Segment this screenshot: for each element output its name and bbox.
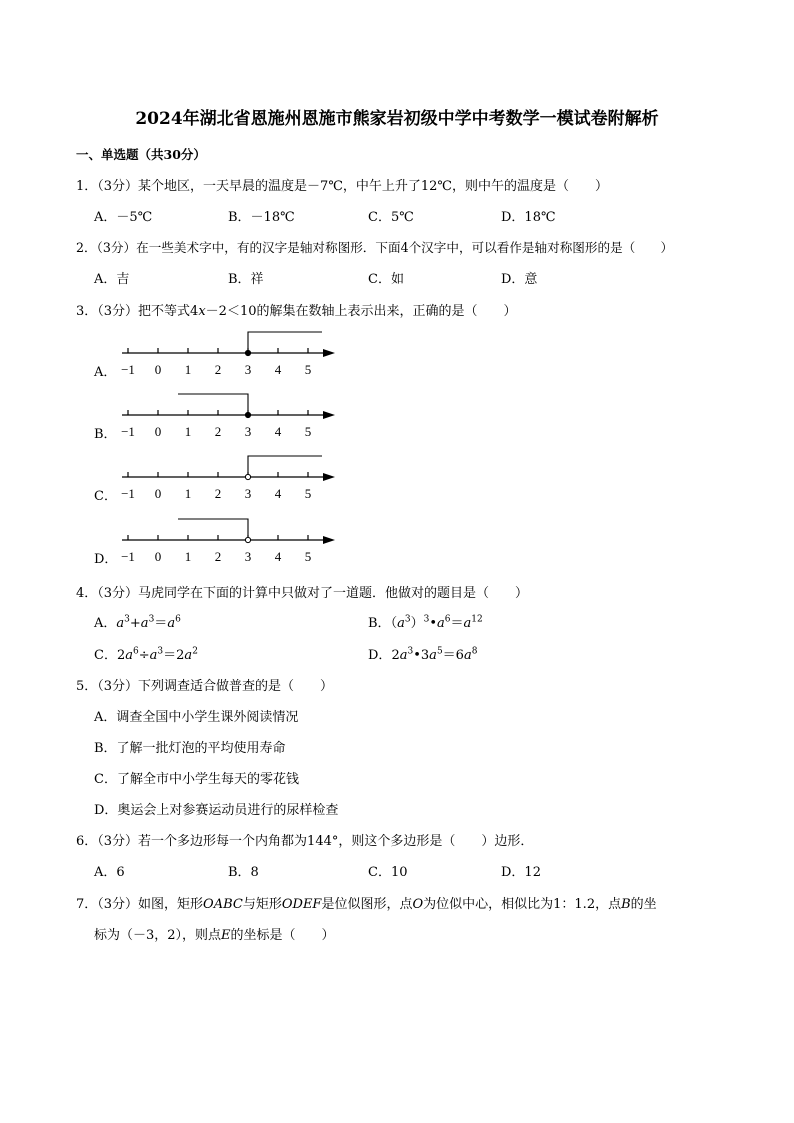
question-3-stem: [76, 300, 517, 319]
q2-option-b: B．祥: [228, 272, 264, 287]
q7-text-1: 7．（3分）如图，矩形: [76, 897, 204, 912]
tick-label: 2: [214, 362, 222, 377]
q7-text-2: 与矩形: [242, 897, 282, 912]
tick-label: −1: [121, 549, 135, 564]
endpoint-solid: [245, 412, 250, 417]
q4-option-d-label: D．: [368, 648, 392, 663]
tick-label: 2: [214, 486, 222, 501]
q2-option-c: C．如: [368, 272, 404, 287]
solution-ray: [248, 332, 322, 353]
tick-label: 3: [244, 362, 252, 377]
q6-option-d: D．12: [501, 865, 541, 880]
q3-number-line-d: [110, 515, 340, 567]
tick-label: −1: [121, 362, 135, 377]
section-heading: 一、单选题（共30分）: [76, 147, 206, 162]
q1-option-c: C．5℃: [368, 210, 414, 225]
tick-label: 4: [274, 549, 282, 564]
tick-label: 0: [154, 549, 162, 564]
tick-label: −1: [121, 486, 135, 501]
page-title: 2024年湖北省恩施州恩施市熊家岩初级中学中考数学一模试卷附解析: [135, 109, 659, 129]
q7-point-o: O: [412, 897, 424, 912]
q4-option-a-label: A．: [94, 616, 117, 631]
axis-arrow: [323, 411, 335, 419]
tick-label: 5: [304, 362, 312, 377]
q4-option-c-label: C．: [94, 648, 117, 663]
q7-text-6: 标为（－3，2），则点: [94, 928, 222, 943]
tick-label: 4: [274, 486, 282, 501]
q5-option-c: C．了解全市中小学生每天的零花钱: [94, 772, 299, 787]
q4-option-b: B．$(a^3)^3•a^6=a^{12}$: [368, 614, 483, 631]
tick-label: 3: [244, 486, 252, 501]
question-5-stem: 5．（3分）下列调查适合做普查的是（ ）: [76, 679, 334, 694]
q2-option-d: D．意: [501, 272, 538, 287]
endpoint-open: [245, 474, 250, 479]
q7-rect-odef: ODEF: [281, 897, 322, 912]
tick-label: 2: [214, 549, 222, 564]
q3-option-a-label: A．: [94, 365, 117, 380]
q4-option-c: C．$2a^6\div a^3=2a^2$: [94, 646, 198, 663]
q5-option-b: B．了解一批灯泡的平均使用寿命: [94, 741, 286, 756]
tick-label: 4: [274, 424, 282, 439]
tick-label: 3: [244, 424, 252, 439]
tick-label: 1: [184, 549, 192, 564]
tick-label: −1: [121, 424, 135, 439]
tick-label: 3: [244, 549, 252, 564]
q7-text-3: 是位似图形，点: [321, 897, 413, 912]
q3-option-d-label: D．: [94, 552, 118, 567]
q4-option-b-label: B．: [368, 616, 391, 631]
q3-number-line-b: [110, 390, 340, 442]
q2-option-a: A．吉: [94, 272, 130, 287]
q6-option-b: B．8: [228, 865, 259, 880]
axis-arrow: [323, 473, 335, 481]
q1-option-a: A．－5℃: [94, 210, 153, 225]
tick-label: 5: [304, 549, 312, 564]
q5-option-a: A．调查全国中小学生课外阅读情况: [94, 710, 299, 725]
q7-text-7: 的坐标是（ ）: [230, 928, 335, 943]
q3-stem-post: －2＜10的解集在数轴上表示出来，正确的是（ ）: [205, 304, 517, 319]
tick-label: 1: [184, 362, 192, 377]
q3-stem-pre: 3．（3分）把不等式4: [76, 304, 199, 319]
q3-stem-var: x: [198, 304, 206, 319]
question-1-stem: 1．（3分）某个地区，一天早晨的温度是－7℃，中午上升了12℃，则中午的温度是（ ）: [76, 179, 608, 194]
q1-option-b: B．－18℃: [228, 210, 295, 225]
axis-arrow: [323, 349, 335, 357]
q4-option-a: A．$a^3+a^3=a^6$: [94, 614, 181, 631]
q3-number-line-a: [110, 328, 340, 380]
tick-label: 0: [154, 424, 162, 439]
tick-label: 5: [304, 424, 312, 439]
question-6-stem: 6．（3分）若一个多边形每一个内角都为144°，则这个多边形是（ ）边形．: [76, 834, 534, 849]
q5-option-d: D．奥运会上对参赛运动员进行的尿样检查: [94, 803, 339, 818]
tick-label: 5: [304, 486, 312, 501]
q7-point-e: E: [221, 928, 231, 943]
axis-arrow: [323, 536, 335, 544]
q7-text-5: 的坐: [630, 897, 657, 912]
q7-rect-oabc: OABC: [203, 897, 243, 912]
q4-option-d: D．$2a^3•3a^5=6a^8$: [368, 646, 478, 663]
tick-label: 0: [154, 486, 162, 501]
endpoint-open: [245, 537, 250, 542]
tick-label: 0: [154, 362, 162, 377]
q7-point-b: B: [621, 897, 631, 912]
tick-label: 2: [214, 424, 222, 439]
q1-option-d: D．18℃: [501, 210, 556, 225]
tick-label: 4: [274, 362, 282, 377]
q6-option-c: C．10: [368, 865, 408, 880]
tick-label: 1: [184, 424, 192, 439]
q7-text-4: 为位似中心，相似比为1：1.2，点: [423, 897, 622, 912]
question-7-stem-line2: [94, 924, 335, 943]
question-4-stem: 4．（3分）马虎同学在下面的计算中只做对了一道题．他做对的题目是（ ）: [76, 586, 529, 601]
q6-option-a: A．6: [94, 865, 125, 880]
question-7-stem-line1: [76, 893, 657, 912]
tick-label: 1: [184, 486, 192, 501]
question-2-stem: 2．（3分）在一些美术字中，有的汉字是轴对称图形．下面4个汉字中，可以看作是轴对称图形的是（ ）: [76, 240, 674, 255]
q3-option-b-label: B．: [94, 427, 117, 442]
solution-ray: [248, 456, 322, 477]
q3-option-c-label: C．: [94, 489, 117, 504]
q3-number-line-c: [110, 452, 340, 504]
endpoint-solid: [245, 350, 250, 355]
